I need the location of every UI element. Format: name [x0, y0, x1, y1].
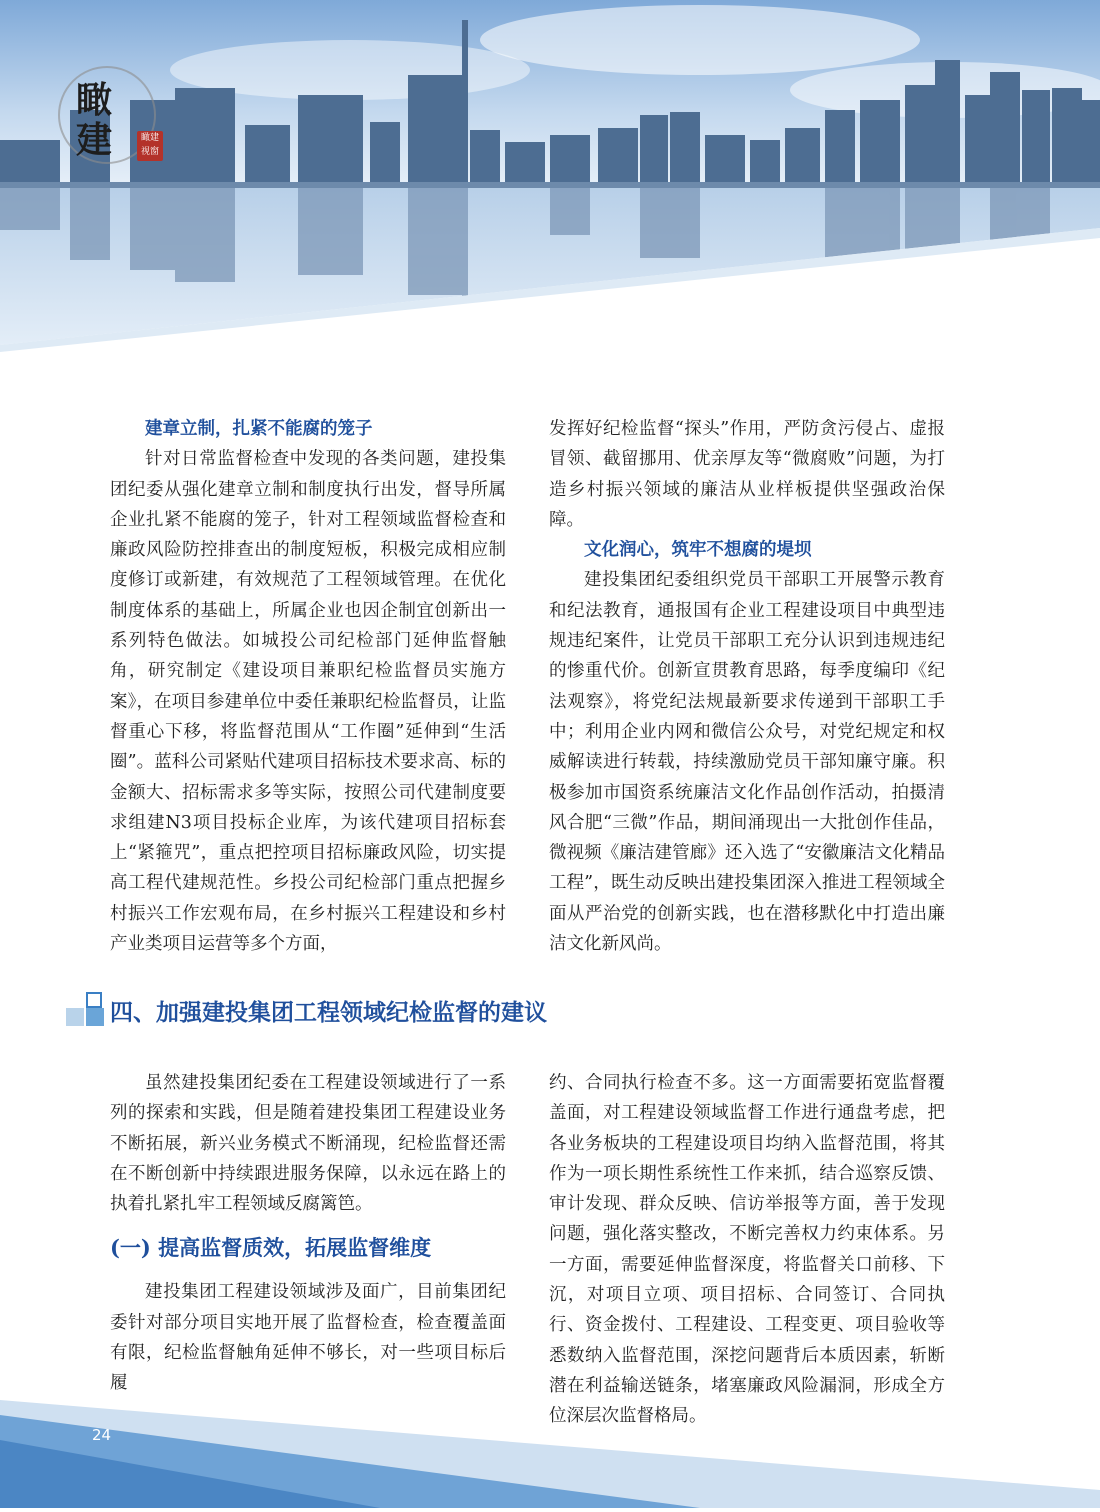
right-column-top — [549, 414, 945, 959]
square-decoration-icon — [66, 1008, 84, 1026]
paragraph-continuation-bottom: 约、合同执行检查不多。这一方面需要拓宽监督覆盖面，对工程建设领域监督工作进行通盘考虑，把各业务板块的工程建设项目均纳入监督范围，将其作为一项长期性系统性工作来抓，结合巡察反馈、审计发现、群众反映、信访举报等方面，善于发现问题，强化落实整改，不断完善权力约束体系。另一方面，需要延伸监督深度，将监督关口前移、下沉，对项目立项、项目招标、合同签订、合同执行、资金拨付、工程建设、工程变更、项目验收等悉数纳入监督范围，深挖问题背后本质因素，斩断潜在利益输送链条，堵塞廉政风险漏洞，形成全方位深层次监督格局。 — [549, 1073, 945, 1427]
left-column-top — [110, 414, 506, 959]
skyline-illustration — [0, 0, 1100, 370]
paragraph-institutions: 针对日常监督检查中发现的各类问题，建投集团纪委从强化建章立制和制度执行出发，督导所属企业扎紧不能腐的笼子，针对工程领域监督检查和廉政风险防控排查出的制度短板，积极完成相应制度修订或新建，有效规范了工程领域管理。在优化制度体系的基础上，所属企业也因企制宜创新出一系列特色做法。如城投公司纪检部门延伸监督触角，研究制定《建设项目兼职纪检监督员实施方案》，在项目参建单位中委任兼职纪检监督员，让监督重心下移，将监督范围从“工作圈”延伸到“生活圈”。蓝科公司紧贴代建项目招标技术要求高、标的金额大、招标需求多等实际，按照公司代建制度要求组建N3项目投标企业库，为该代建项目招标套上“紧箍咒”，重点把控项目招标廉政风险，切实提高工程代建规范性。乡投公司纪检部门重点把握乡村振兴工作宏观布局，在乡村振兴工程建设和乡村产业类项目运营等多个方面， — [110, 449, 506, 955]
paragraph-continuation: 发挥好纪检监督“探头”作用，严防贪污侵占、虚报冒领、截留挪用、优亲厚友等“微腐败”问题，为打造乡村振兴领域的廉洁从业样板提供坚强政治保障。 — [549, 419, 945, 530]
logo-char-2: 建 — [76, 119, 113, 161]
header-banner — [0, 0, 1100, 370]
left-column-bottom — [110, 1068, 506, 1399]
heading-institutions: 建章立制，扎紧不能腐的笼子 — [145, 419, 373, 439]
right-column-bottom — [549, 1068, 945, 1432]
heading-culture: 文化润心，筑牢不想腐的堤坝 — [584, 540, 812, 561]
subheading-quality: (一) 提高监督质效，拓展监督维度 — [110, 1235, 432, 1261]
paragraph-culture: 建投集团纪委组织党员干部职工开展警示教育和纪法教育，通报国有企业工程建设项目中典型违规违纪案件，让党员干部职工充分认识到违规违纪的惨重代价。创新宣贯教育思路，每季度编印《纪法观察》，将党纪法规最新要求传递到干部职工手中；利用企业内网和微信公众号，对党纪规定和权威解读进行转载，持续激励党员干部知廉守廉。积极参加市国资系统廉洁文化作品创作活动，拍摄清风合肥“三微”作品，期间涌现出一大批创作佳品，微视频《廉洁建管廊》还入选了“安徽廉洁文化精品工程”，既生动反映出建投集团深入推进工程领域全面从严治党的创新实践，也在潜移默化中打造出廉洁文化新风尚。 — [549, 570, 945, 955]
paragraph-quality: 建投集团工程建设领域涉及面广，目前集团纪委针对部分项目实地开展了监督检查，检查覆盖面有限，纪检监督触角延伸不够长，对一些项目标后履 — [110, 1282, 506, 1394]
square-decoration-icon — [86, 1008, 104, 1026]
section-heading — [66, 990, 766, 1034]
publication-logo — [62, 70, 172, 180]
page-number: 24 — [92, 1426, 112, 1444]
paragraph-intro: 虽然建投集团纪委在工程建设领域进行了一系列的探索和实践，但是随着建投集团工程建设业务不断拓展，新兴业务模式不断涌现，纪检监督还需在不断创新中持续跟进服务保障，以永远在路上的执着扎紧扎牢工程领域反腐篱笆。 — [110, 1073, 506, 1215]
logo-seal: 瞰建视窗 — [137, 131, 163, 161]
section-title: 四、加强建投集团工程领域纪检监督的建议 — [110, 999, 547, 1026]
square-outline-icon — [86, 992, 102, 1008]
footer-wave — [0, 1380, 1100, 1508]
footer-decoration — [0, 1380, 1100, 1508]
logo-char-1: 瞰 — [76, 79, 113, 121]
